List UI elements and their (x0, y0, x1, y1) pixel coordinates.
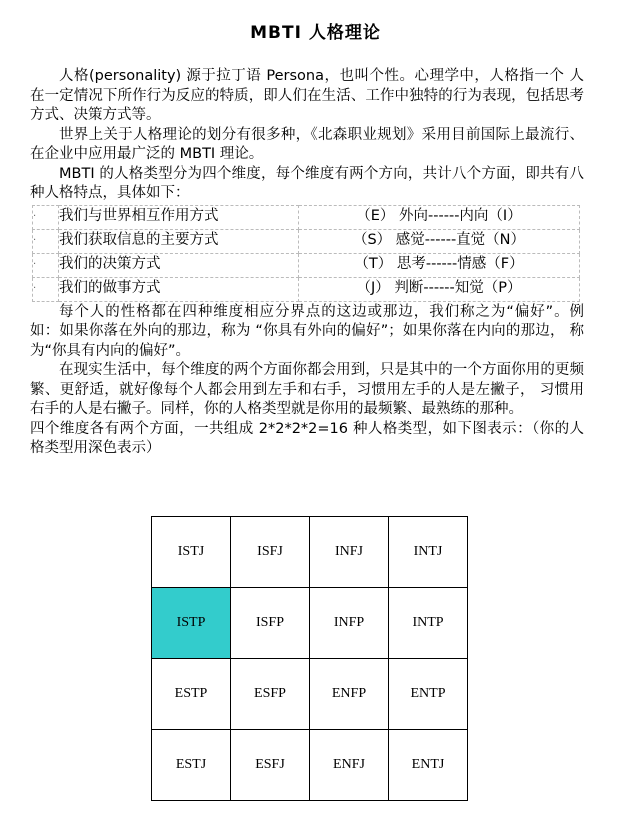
paragraph-intro: 人格(personality) 源于拉丁语 Persona，也叫个性。心理学中，人格指一个 人在一定情况下所作行为反应的特质，即人们在生活、工作中独特的行为表现，包括思考方式、决策方式等。 (30, 68, 584, 123)
type-cell-estp: ESTP (152, 659, 231, 730)
dimension-value: （E） 外向------内向（I） (299, 205, 580, 229)
type-cell-isfp: ISFP (231, 588, 310, 659)
dimensions-table (32, 205, 580, 302)
dimension-label: 我们的决策方式 (59, 253, 299, 277)
paragraph-preference: 每个人的性格都在四种维度相应分界点的这边或那边，我们称之为“偏好”。例 如：如果你落在外向的那边，称为 “你具有外向的偏好”；如果你落在内向的那边， 称为“你具有内向的偏好”。 (30, 303, 584, 359)
type-cell-enfj: ENFJ (310, 730, 389, 801)
personality-type-grid (151, 516, 468, 801)
document-title: MBTI 人格理论 (250, 23, 381, 43)
grid-row (152, 659, 468, 730)
dimension-label: 我们与世界相互作用方式 (59, 205, 299, 229)
type-cell-esfj: ESFJ (231, 730, 310, 801)
type-cell-istj: ISTJ (152, 517, 231, 588)
bullet: · (33, 205, 59, 229)
type-cell-enfp: ENFP (310, 659, 389, 730)
dimension-label: 我们获取信息的主要方式 (59, 229, 299, 253)
type-cell-intj: INTJ (389, 517, 468, 588)
paragraph-real-life: 在现实生活中，每个维度的两个方面你都会用到，只是其中的一个方面你用的更频繁、更舒适，就好像每个人都会用到左手和右手，习惯用左手的人是左撇子， 习惯用右手的人是右撇子。同样，你的人格类型就是你用的最频繁、最熟练的那种。 (30, 362, 584, 417)
dimension-value: （S） 感觉------直觉（N） (299, 229, 580, 253)
type-cell-infp: INFP (310, 588, 389, 659)
dimension-value: （T） 思考------情感（F） (299, 253, 580, 277)
dimension-label: 我们的做事方式 (59, 277, 299, 301)
table-row (33, 277, 580, 301)
bullet: · (33, 229, 59, 253)
type-cell-entj: ENTJ (389, 730, 468, 801)
type-cell-entp: ENTP (389, 659, 468, 730)
bullet: · (33, 253, 59, 277)
table-row (33, 205, 580, 229)
grid-row (152, 517, 468, 588)
document-body (30, 67, 584, 459)
type-cell-estj: ESTJ (152, 730, 231, 801)
type-cell-infj: INFJ (310, 517, 389, 588)
grid-row (152, 588, 468, 659)
paragraph-sixteen-types: 四个维度各有两个方面，一共组成 2*2*2*2=16 种人格类型，如下图表示：（你的人格类型用深色表示） (30, 420, 584, 456)
type-cell-isfj: ISFJ (231, 517, 310, 588)
type-cell-istp: ISTP (152, 588, 231, 659)
type-cell-intp: INTP (389, 588, 468, 659)
dimension-value: （J） 判断------知觉（P） (299, 277, 580, 301)
bullet: · (33, 277, 59, 301)
paragraph-dimensions: MBTI 的人格类型分为四个维度，每个维度有两个方向，共计八个方面，即共有八种人格特点，具体如下： (30, 165, 584, 201)
table-row (33, 253, 580, 277)
paragraph-theories: 世界上关于人格理论的划分有很多种，《北森职业规划》采用目前国际上最流行、在企业中应用最广泛的 MBTI 理论。 (30, 126, 584, 162)
grid-row (152, 730, 468, 801)
type-cell-esfp: ESFP (231, 659, 310, 730)
table-row (33, 229, 580, 253)
